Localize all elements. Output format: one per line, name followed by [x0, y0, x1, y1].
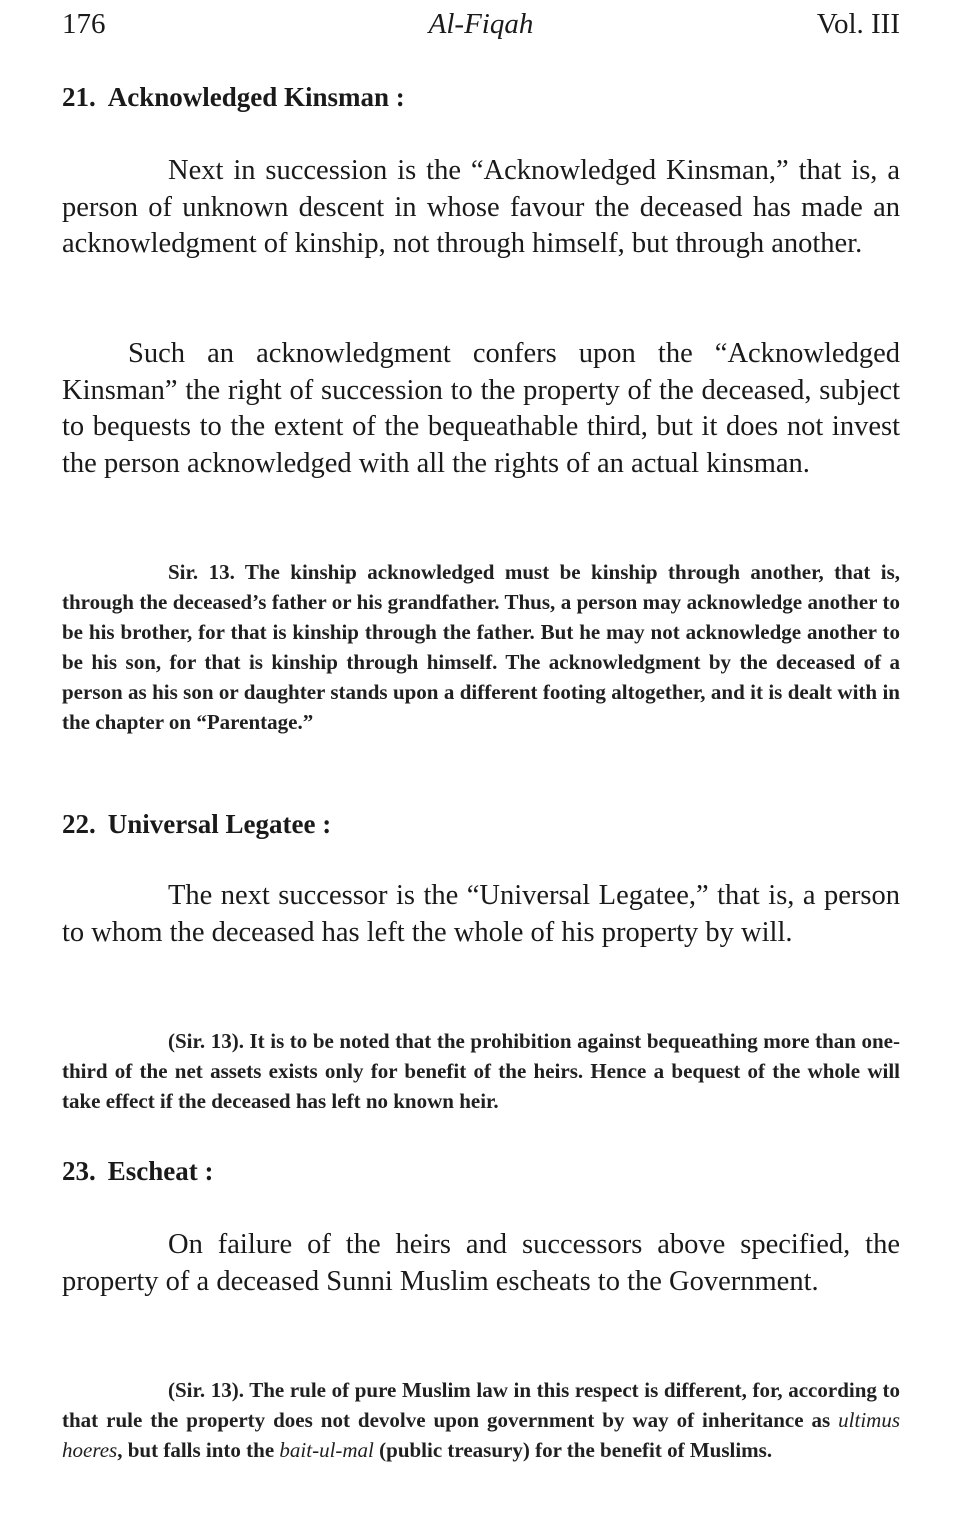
paragraph-universal-legatee-definition: The next successor is the “Universal Legatee,” that is, a person to whom the deceased has left the whole of his property by will.	[62, 880, 900, 948]
note-muslim-law-escheat	[62, 1375, 900, 1465]
paragraph-escheat-definition: On failure of the heirs and successors above specified, the property of a deceased Sunni Muslim escheats to the Government.	[62, 1229, 900, 1297]
section-title: Universal Legatee :	[107, 809, 332, 839]
page-number: 176	[62, 8, 106, 40]
note-text: (Sir. 13). The rule of pure Muslim law in this respect is different, for, according to that rule the property does not devolve upon government by way of inheritance as	[62, 1378, 900, 1432]
section-heading-22	[62, 807, 331, 841]
section-heading-23	[62, 1154, 213, 1188]
latin-term: ultimus hoeres	[62, 1408, 900, 1462]
running-head	[62, 4, 900, 44]
note-bequest-prohibition: (Sir. 13). It is to be noted that the prohibition against bequeathing more than one-third of the net assets exists only for benefit of the heirs. Hence a bequest of the whole will take effect if the deceased has left no known heir.	[62, 1029, 900, 1113]
note-kinship-through-another: Sir. 13. The kinship acknowledged must be kinship through another, that is, through the deceased’s father or his grandfather. Thus, a person may acknowledge another to be his brother, for that is kinship through the father. But he may not acknowledge another to be his son, for that is kinship through himself. The acknowledgment by the deceased of a person as his son or daughter stands upon a different footing altogether, and it is dealt with in the chapter on “Parentage.”	[62, 560, 900, 734]
section-heading-21	[62, 80, 405, 114]
paragraph-acknowledgment-effect: Such an acknowledgment confers upon the “Acknowledged Kinsman” the right of succession to the property of the deceased, subject to bequests to the extent of the bequeathable third, but it does not invest the person acknowledged with all the rights of an actual kinsman.	[62, 338, 900, 479]
section-number: 22.	[62, 809, 96, 839]
note-text: (public treasury) for the benefit of Muslims.	[373, 1438, 773, 1462]
section-title: Acknowledged Kinsman :	[107, 82, 405, 112]
note-text: , but falls into the	[117, 1438, 280, 1462]
volume-label: Vol. III	[816, 8, 900, 40]
book-title: Al-Fiqah	[428, 8, 534, 40]
section-number: 23.	[62, 1156, 96, 1186]
section-title: Escheat :	[107, 1156, 214, 1186]
paragraph-acknowledged-kinsman-definition: Next in succession is the “Acknowledged Kinsman,” that is, a person of unknown descent in whose favour the deceased has made an acknowledgment of kinship, not through himself, but through another.	[62, 155, 900, 259]
section-number: 21.	[62, 82, 96, 112]
arabic-term: bait-ul-mal	[279, 1438, 374, 1462]
